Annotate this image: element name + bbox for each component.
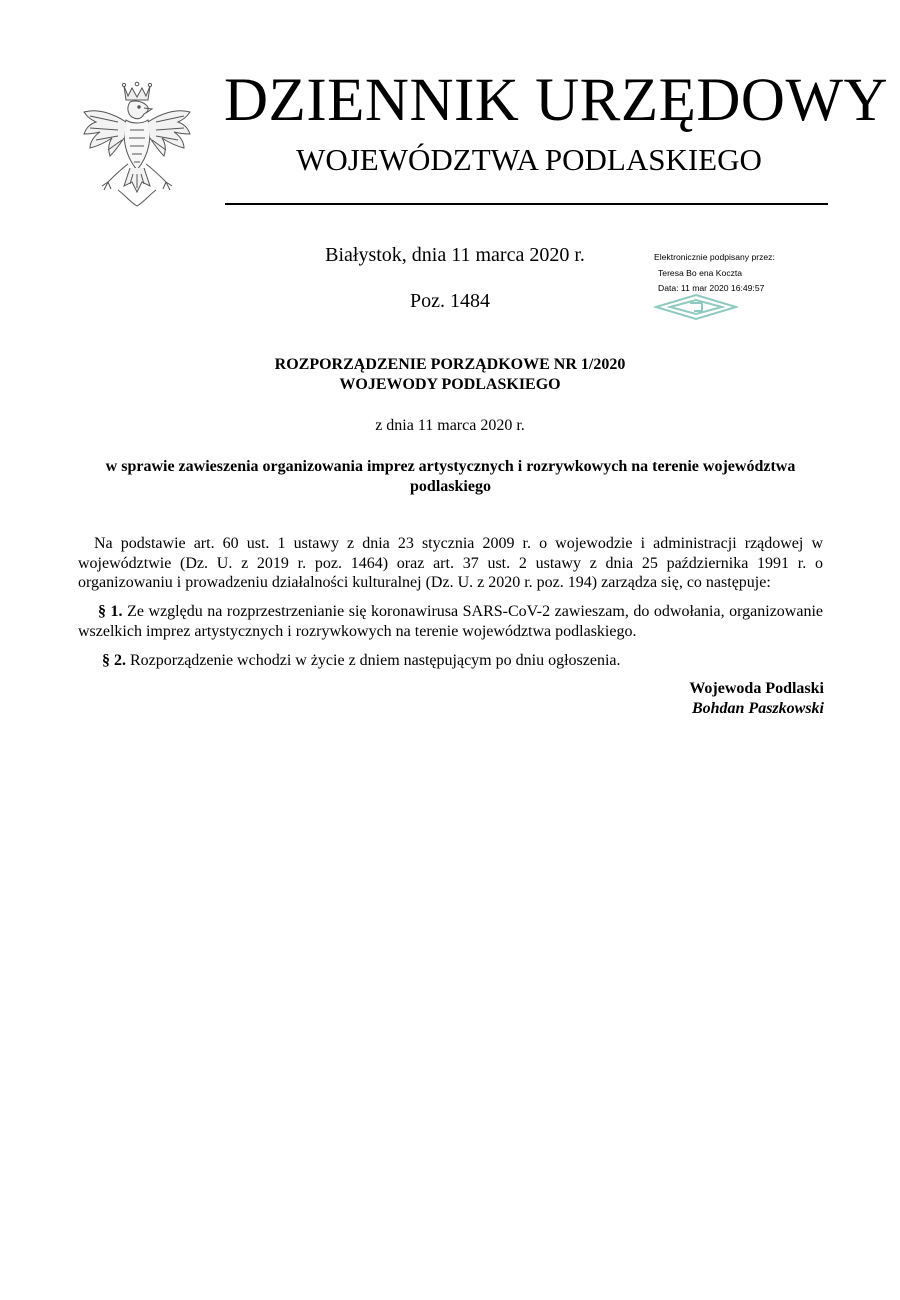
header-divider [225,203,828,205]
position-number: Poz. 1484 [410,290,490,312]
section-2-text: Rozporządzenie wchodzi w życie z dniem następującym po dniu ogłoszenia. [130,652,621,669]
polish-white-eagle-emblem-icon [78,78,196,210]
signer-role: Wojewoda Podlaski [689,680,824,697]
act-title-line2: WOJEWODY PODLASKIEGO [339,376,561,393]
signer-name: Bohdan Paszkowski [691,700,824,717]
electronic-signature-stamp [654,250,854,297]
place-and-date: Białystok, dnia 11 marca 2020 r. [325,244,585,266]
signer-block [560,679,824,719]
section-2 [78,651,823,671]
act-date: z dnia 11 marca 2020 r. [375,417,525,434]
journal-subtitle: WOJEWÓDZTWA PODLASKIEGO [296,142,762,177]
signature-label: Elektronicznie podpisany przez: [654,252,775,262]
section-1-text: Ze względu na rozprzestrzenianie się koronawirusa SARS-CoV-2 zawieszam, do odwołania, organizowanie wszelkich imprez artystycznych i rozrywkowych na terenie województwa podlaskiego. [78,603,824,640]
signature-date: Data: 11 mar 2020 16:49:57 [658,283,765,293]
act-subject: w sprawie zawieszenia organizowania imprez artystycznych i rozrywkowych na terenie województwa podlaskiego [105,458,796,495]
signature-logo-icon [654,293,738,321]
act-title [60,355,840,395]
preamble: Na podstawie art. 60 ust. 1 ustawy z dnia 23 stycznia 2009 r. o wojewodzie i administracji rządowej w województwie (Dz. U. z 2019 r. poz. 1464) oraz art. 37 ust. 2 ustawy z dnia 25 października 1991 r. o organizowaniu i prowadzeniu działalności kulturalnej (Dz. U. z 2020 r. poz. 194) zarządza się, co następuje: [78,535,823,591]
section-1-mark: § 1. [98,603,123,620]
signature-signer: Teresa Bo ena Koczta [658,267,743,278]
section-1 [78,602,823,641]
journal-title: DZIENNIK URZĘDOWY [224,67,889,134]
section-2-mark: § 2. [102,652,126,669]
act-title-line1: ROZPORZĄDZENIE PORZĄDKOWE NR 1/2020 [274,356,626,373]
